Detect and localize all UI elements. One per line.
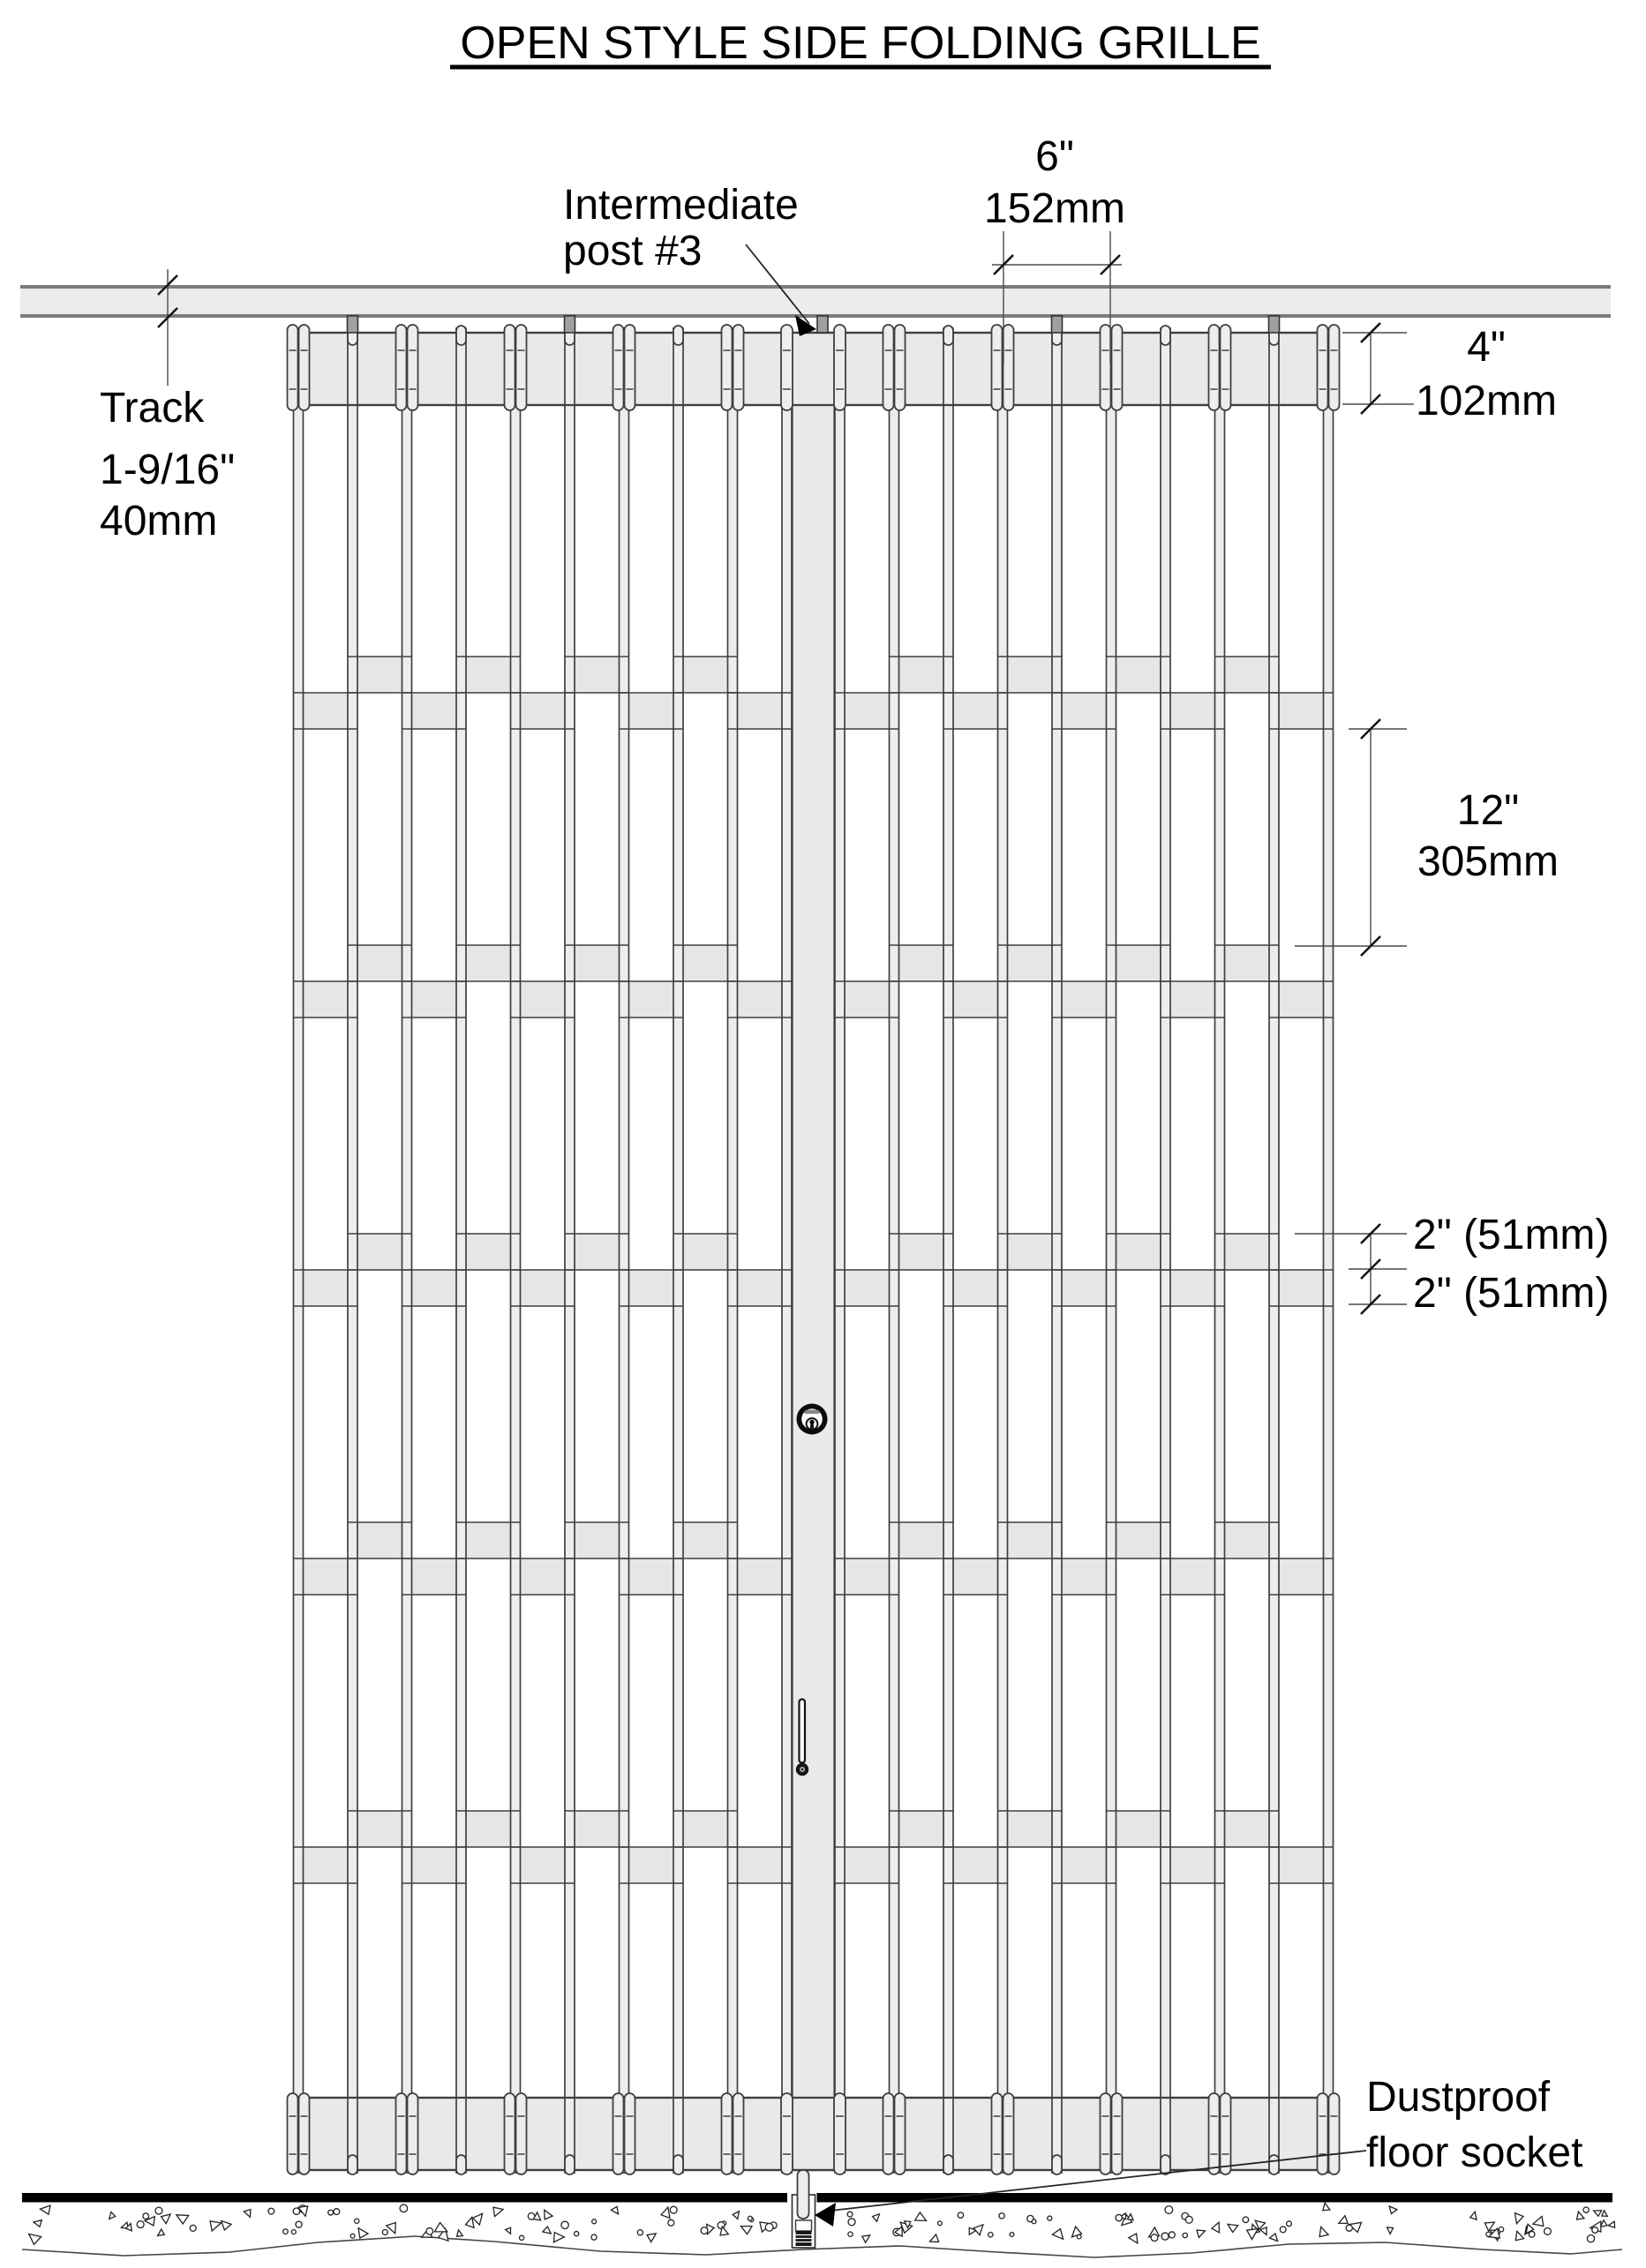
hanger-bracket	[1269, 316, 1280, 333]
aggregate-triangle	[1602, 2211, 1607, 2217]
aggregate-triangle	[553, 2233, 564, 2242]
aggregate-circle	[561, 2221, 568, 2228]
aggregate-circle	[328, 2210, 334, 2215]
label-spacing-metric: 152mm	[983, 185, 1126, 232]
aggregate-circle	[1499, 2227, 1503, 2232]
rod-loop	[505, 2093, 515, 2174]
rod-bar	[943, 328, 953, 2173]
aggregate-circle	[296, 2221, 302, 2227]
aggregate-circle	[519, 2235, 523, 2240]
rod-loop	[1209, 2093, 1220, 2174]
rod-loop	[834, 325, 846, 410]
label-intermediate-post-line2: post #3	[563, 228, 703, 274]
aggregate-circle	[1151, 2234, 1158, 2242]
aggregate-triangle	[158, 2229, 165, 2235]
aggregate-triangle	[1608, 2221, 1614, 2227]
rod-loop	[1318, 325, 1328, 410]
rod-loop	[1112, 325, 1123, 410]
aggregate-circle	[190, 2225, 196, 2231]
aggregate-triangle	[647, 2234, 656, 2242]
rod-bar	[1107, 328, 1116, 2173]
aggregate-triangle	[740, 2227, 752, 2234]
aggregate-triangle	[29, 2234, 41, 2245]
aggregate-triangle	[457, 2230, 463, 2236]
aggregate-circle	[1165, 2206, 1173, 2214]
aggregate-circle	[1077, 2234, 1081, 2239]
aggregate-triangle	[222, 2221, 231, 2230]
rod-loop	[1161, 326, 1170, 345]
label-topshoe-metric: 102mm	[1415, 378, 1558, 424]
label-link-upper: 2" (51mm)	[1413, 1212, 1610, 1258]
aggregate-circle	[382, 2229, 387, 2234]
rod-loop	[613, 2093, 624, 2174]
aggregate-circle	[1529, 2231, 1535, 2237]
aggregate-circle	[1592, 2227, 1598, 2234]
aggregate-circle	[848, 2232, 853, 2236]
rod-loop	[1221, 325, 1231, 410]
aggregate-triangle	[1228, 2224, 1238, 2232]
aggregate-circle	[1287, 2221, 1292, 2227]
aggregate-circle	[1583, 2207, 1589, 2212]
rod-bar	[1269, 328, 1279, 2173]
rod-loop	[673, 326, 683, 345]
handle-knob-dot	[801, 1769, 803, 1770]
aggregate-circle	[1243, 2217, 1249, 2223]
label-link-lower: 2" (51mm)	[1413, 1270, 1610, 1317]
aggregate-triangle	[862, 2235, 870, 2242]
rod-loop	[516, 2093, 527, 2174]
overhead-track	[20, 287, 1611, 316]
label-topshoe-imperial: 4"	[1467, 324, 1506, 371]
aggregate-circle	[1169, 2232, 1175, 2238]
floor-bar-left	[22, 2193, 787, 2203]
handle-slot	[800, 1700, 806, 1763]
label-intermediate-post-line1: Intermediate	[563, 182, 799, 229]
rod-loop	[1003, 2093, 1014, 2174]
label-rowspacing-imperial: 12"	[1456, 787, 1520, 834]
rod-loop	[1112, 2093, 1123, 2174]
rod-bar	[728, 328, 738, 2173]
aggregate-triangle	[1323, 2203, 1330, 2211]
rod-bar	[456, 328, 466, 2173]
rod-bar	[511, 328, 521, 2173]
intermediate-post	[793, 333, 835, 2170]
aggregate-triangle	[34, 2220, 41, 2227]
aggregate-circle	[637, 2230, 643, 2235]
rod-loop	[299, 325, 310, 410]
rod-bar	[673, 328, 683, 2173]
aggregate-triangle	[244, 2210, 251, 2218]
rod-bar	[1052, 328, 1062, 2173]
rod-bar	[1161, 328, 1170, 2173]
lock-cylinder-icon	[797, 1404, 828, 1435]
rod-loop	[613, 325, 624, 410]
aggregate-circle	[592, 2219, 597, 2224]
rod-loop	[781, 325, 793, 410]
aggregate-circle	[999, 2213, 1004, 2219]
rod-loop	[1269, 2155, 1279, 2174]
aggregate-circle	[1280, 2227, 1286, 2233]
aggregate-circle	[426, 2228, 433, 2235]
aggregate-circle	[1048, 2216, 1052, 2220]
arrowhead-icon	[815, 2203, 836, 2227]
aggregate-triangle	[1129, 2234, 1138, 2243]
rod-loop	[1329, 2093, 1340, 2174]
drop-bolt-shaft	[798, 2170, 809, 2219]
hanger-bracket	[348, 316, 358, 333]
rod-loop	[895, 2093, 906, 2174]
socket-cavity	[796, 2220, 812, 2231]
aggregate-triangle	[434, 2223, 447, 2232]
rod-loop	[943, 326, 953, 345]
rod-bar	[348, 328, 357, 2173]
aggregate-triangle	[1515, 2213, 1524, 2224]
aggregate-triangle	[493, 2207, 503, 2216]
label-track-metric: 40mm	[100, 498, 218, 544]
rod-bar	[835, 328, 845, 2173]
aggregate-triangle	[1052, 2229, 1063, 2240]
rod-bar	[890, 328, 899, 2173]
rod-loop	[992, 325, 1003, 410]
label-floor-socket-line2: floor socket	[1366, 2129, 1583, 2176]
hanger-bracket	[817, 316, 828, 333]
aggregate-triangle	[109, 2212, 116, 2219]
rod-loop	[408, 325, 418, 410]
aggregate-triangle	[177, 2215, 189, 2224]
aggregate-circle	[847, 2212, 853, 2217]
aggregate-triangle	[930, 2234, 939, 2242]
rod-loop	[943, 2155, 953, 2174]
aggregate-circle	[1010, 2233, 1014, 2237]
aggregate-triangle	[210, 2221, 221, 2231]
rod-loop	[673, 2155, 683, 2174]
dustproof-floor-socket	[793, 2170, 815, 2248]
aggregate-circle	[1183, 2233, 1187, 2237]
aggregate-triangle	[1577, 2212, 1584, 2219]
rod-loop	[288, 2093, 298, 2174]
rod-bar	[1215, 328, 1225, 2173]
rod-loop	[895, 325, 906, 410]
aggregate-circle	[291, 2230, 296, 2234]
floor-bar-right	[817, 2193, 1613, 2203]
aggregate-triangle	[162, 2214, 171, 2224]
drawing-title: OPEN STYLE SIDE FOLDING GRILLE	[460, 18, 1261, 69]
rod-loop	[883, 2093, 894, 2174]
aggregate-triangle	[1260, 2227, 1266, 2235]
rod-bar	[402, 328, 412, 2173]
rod-bar	[620, 328, 629, 2173]
aggregate-triangle	[873, 2214, 880, 2222]
rod-loop	[1329, 325, 1340, 410]
hanger-bracket	[1052, 316, 1063, 333]
aggregate-triangle	[1470, 2212, 1477, 2219]
aggregate-triangle	[1389, 2206, 1397, 2214]
aggregate-circle	[1161, 2233, 1169, 2240]
aggregate-triangle	[1387, 2227, 1394, 2234]
label-spacing-imperial: 6"	[1035, 133, 1074, 180]
aggregate-circle	[283, 2229, 289, 2234]
aggregate-circle	[334, 2209, 340, 2215]
aggregate-triangle	[1594, 2211, 1602, 2217]
rod-loop	[834, 2093, 846, 2174]
aggregate-triangle	[545, 2210, 552, 2219]
aggregate-circle	[1346, 2225, 1352, 2231]
aggregate-triangle	[1339, 2216, 1348, 2224]
aggregate-circle	[1185, 2216, 1192, 2223]
aggregate-circle	[1032, 2219, 1036, 2224]
aggregate-circle	[350, 2234, 355, 2238]
floor-line	[22, 2193, 1612, 2203]
aggregate-circle	[668, 2219, 674, 2226]
aggregate-triangle	[40, 2205, 50, 2214]
aggregate-circle	[155, 2207, 162, 2214]
aggregate-triangle	[1600, 2220, 1607, 2227]
rod-loop	[516, 325, 527, 410]
aggregate-circle	[400, 2204, 408, 2212]
aggregate-circle	[988, 2232, 993, 2236]
aggregate-triangle	[733, 2212, 739, 2219]
label-floor-socket-line1: Dustproof	[1366, 2074, 1551, 2121]
rod-loop	[456, 2155, 466, 2174]
aggregate-circle	[293, 2208, 299, 2214]
rod-loop	[1052, 2155, 1062, 2174]
aggregate-triangle	[543, 2227, 551, 2234]
rod-loop	[1221, 2093, 1231, 2174]
aggregate-triangle	[506, 2227, 511, 2234]
concrete-bottom-line	[22, 2236, 1622, 2257]
rod-loop	[396, 325, 407, 410]
aggregate-triangle	[1270, 2234, 1278, 2242]
aggregate-circle	[1587, 2235, 1594, 2242]
aggregate-circle	[1545, 2227, 1552, 2234]
aggregate-circle	[575, 2232, 579, 2236]
rod-loop	[565, 2155, 575, 2174]
aggregate-triangle	[1515, 2231, 1523, 2240]
aggregate-triangle	[358, 2228, 368, 2238]
aggregate-triangle	[473, 2213, 483, 2225]
rod-loop	[1101, 325, 1111, 410]
rod-bar	[565, 328, 575, 2173]
rod-loop	[288, 325, 298, 410]
rod-loop	[408, 2093, 418, 2174]
intermediate-post-body	[793, 333, 835, 2170]
aggregate-circle	[137, 2221, 144, 2228]
rod-loop	[625, 2093, 635, 2174]
rod-bar	[998, 328, 1008, 2173]
aggregate-circle	[591, 2234, 597, 2240]
rod-loop	[722, 2093, 733, 2174]
rod-loop	[505, 325, 515, 410]
label-track-name: Track	[100, 385, 205, 432]
aggregate-circle	[748, 2216, 752, 2220]
rod-loop	[1101, 2093, 1111, 2174]
rod-bar	[294, 328, 304, 2173]
rod-loop	[396, 2093, 407, 2174]
aggregate-circle	[958, 2212, 963, 2218]
rod-loop	[733, 325, 744, 410]
aggregate-circle	[848, 2219, 855, 2226]
rod-loop	[883, 325, 894, 410]
rod-loop	[456, 326, 466, 345]
rod-loop	[1318, 2093, 1328, 2174]
rod-loop	[1161, 2155, 1170, 2174]
aggregate-triangle	[915, 2212, 927, 2221]
rod-loop	[299, 2093, 310, 2174]
aggregate-circle	[937, 2221, 942, 2226]
aggregate-triangle	[1247, 2229, 1259, 2240]
aggregate-circle	[701, 2227, 708, 2234]
rod-loop	[1209, 325, 1220, 410]
aggregate-circle	[670, 2206, 677, 2213]
rod-bar	[1324, 328, 1334, 2173]
aggregate-triangle	[1197, 2230, 1205, 2237]
label-rowspacing-metric: 305mm	[1417, 838, 1560, 885]
rod-loop	[348, 2155, 357, 2174]
rod-loop	[722, 325, 733, 410]
aggregate-triangle	[611, 2206, 618, 2213]
label-track-imperial: 1-9/16"	[100, 447, 236, 493]
aggregate-triangle	[1533, 2217, 1544, 2227]
aggregate-circle	[1116, 2214, 1122, 2220]
aggregate-circle	[765, 2224, 773, 2232]
aggregate-circle	[143, 2213, 149, 2219]
lock-stamp-mark	[804, 1410, 820, 1415]
aggregate-circle	[268, 2208, 274, 2214]
aggregate-triangle	[466, 2218, 475, 2228]
hanger-bracket	[565, 316, 575, 333]
rod-loop	[781, 2093, 793, 2174]
track-body	[20, 288, 1611, 315]
rod-loop	[1003, 325, 1014, 410]
rod-bar	[782, 328, 792, 2173]
aggregate-triangle	[1212, 2222, 1220, 2233]
aggregate-triangle	[661, 2207, 670, 2218]
rod-loop	[992, 2093, 1003, 2174]
aggregate-circle	[355, 2219, 359, 2223]
rod-loop	[733, 2093, 744, 2174]
aggregate-triangle	[1128, 2214, 1133, 2220]
aggregate-triangle	[973, 2225, 983, 2235]
aggregate-triangle	[1319, 2227, 1328, 2236]
aggregate-triangle	[533, 2212, 540, 2220]
rod-loop	[625, 325, 635, 410]
